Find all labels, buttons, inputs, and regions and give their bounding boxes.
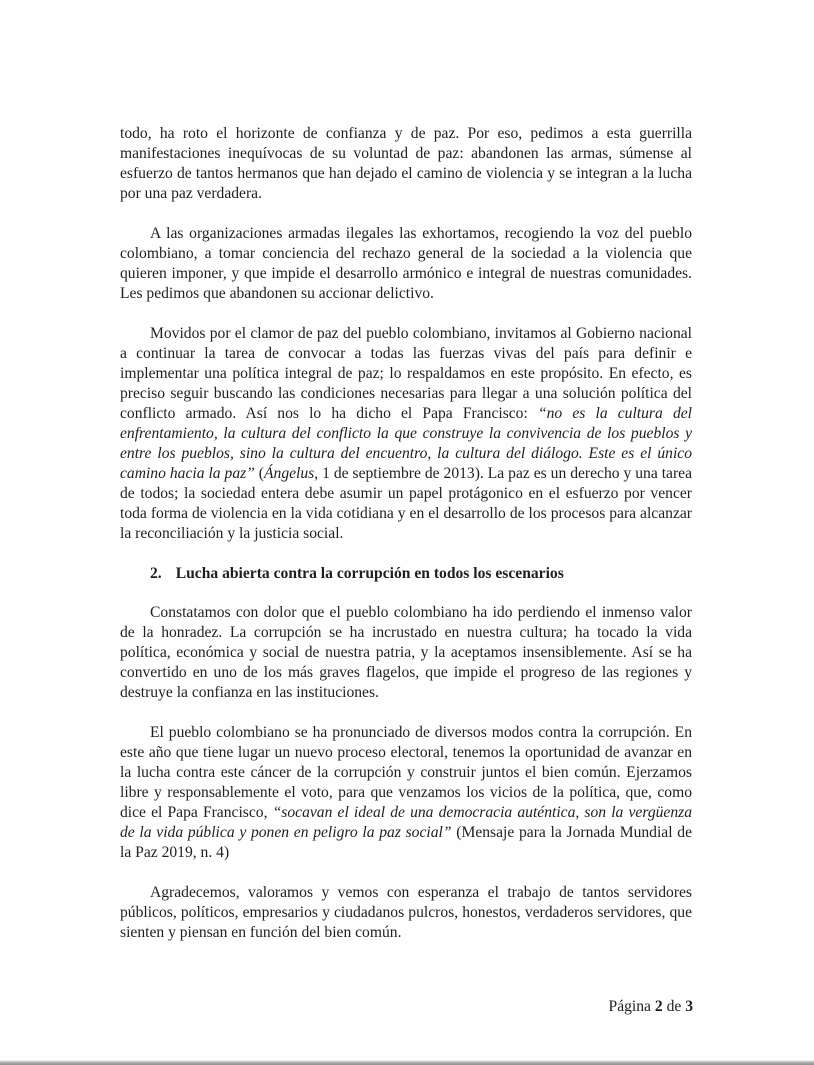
paragraph-5 <box>120 603 692 703</box>
footer-of: de <box>666 998 682 1015</box>
paragraph-3 <box>120 324 692 544</box>
document-body <box>120 124 692 963</box>
text-run: , 1 de septiembre de 2013). La paz es un derecho y una tarea de todos; la sociedad entera debe asumir un papel protágonico en el esfuerzo por vencer toda forma de violencia en la vida cotidiana y en el desarrollo de los procesos para alcanzar la reconciliación y la justicia social. <box>120 465 692 542</box>
text-run: El pueblo colombiano se ha pronunciado de diversos modos contra la corrupción. En este año que tiene lugar un nuevo proceso electoral, tenemos la oportunidad de avanzar en la lucha contra este cáncer de la corrupción y construir juntos el bien común. Ejerzamos libre y responsablemente el voto, para que venzamos los vicios de la política, que, como dice el Papa Francisco, <box>120 724 692 821</box>
text-run: (Mensaje para la Jornada Mundial de la Paz 2019, n. 4) <box>120 824 692 861</box>
text-run: “socavan el ideal de una democracia auténtica, son la vergüenza de la vida pública y ponen en peligro la paz social” <box>120 804 692 841</box>
text-run: Agradecemos, valoramos y vemos con esperanza el trabajo de tantos servidores públicos, políticos, empresarios y ciudadanos pulcros, honestos, verdaderos servidores, que sienten y piensan en función del bien común. <box>120 884 692 941</box>
paragraph-2 <box>120 224 692 304</box>
footer-label: Página <box>608 998 651 1015</box>
text-run: ( <box>254 465 264 482</box>
paragraph-6 <box>120 723 692 863</box>
paragraph-7 <box>120 883 692 943</box>
footer-page-number: 2 <box>654 998 663 1015</box>
text-run: A las organizaciones armadas ilegales las exhortamos, recogiendo la voz del pueblo colombiano, a tomar conciencia del rechazo general de la sociedad a la violencia que quieren imponer, y que impide el desarrollo armónico e integral de nuestras comunidades. Les pedimos que abandonen su accionar delictivo. <box>120 225 692 302</box>
text-run: “no es la cultura del enfrentamiento, la cultura del conflicto la que construye la convivencia de los pueblos y entre los pueblos, sino la cultura del encuentro, la cultura del diálogo. Este es el único camino hacia la paz” <box>120 405 692 482</box>
footer-total-pages: 3 <box>685 998 693 1015</box>
text-run: Movidos por el clamor de paz del pueblo colombiano, invitamos al Gobierno nacional a continuar la tarea de convocar a todas las fuerzas vivas del país para definir e implementar una política integral de paz; lo respaldamos en este propósito. En efecto, es preciso seguir buscando las condiciones necesarias para llegar a una solución política del conflicto armado. Así nos lo ha dicho el Papa Francisco: <box>120 325 692 422</box>
text-run: Constatamos con dolor que el pueblo colombiano ha ido perdiendo el inmenso valor de la honradez. La corrupción se ha incrustado en nuestra cultura; ha tocado la vida política, económica y social de nuestra patria, y la aceptamos insensiblemente. Así se ha convertido en uno de los más graves flagelos, que impide el progreso de las regiones y destruye la confianza en las instituciones. <box>120 604 692 701</box>
section-heading <box>120 564 692 584</box>
heading-number: 2. <box>150 565 162 582</box>
heading-text: Lucha abierta contra la corrupción en todos los escenarios <box>175 565 564 582</box>
scan-edge-artifact <box>0 1060 814 1065</box>
text-run: todo, ha roto el horizonte de confianza y de paz. Por eso, pedimos a esta guerrilla manifestaciones inequívocas de su voluntad de paz: abandonen las armas, súmense al esfuerzo de tantos hermanos que han dejado el camino de violencia y se integran a la lucha por una paz verdadera. <box>120 125 692 202</box>
paragraph-1 <box>120 124 692 204</box>
page-footer <box>120 997 693 1017</box>
text-run: Ángelus <box>264 465 315 482</box>
